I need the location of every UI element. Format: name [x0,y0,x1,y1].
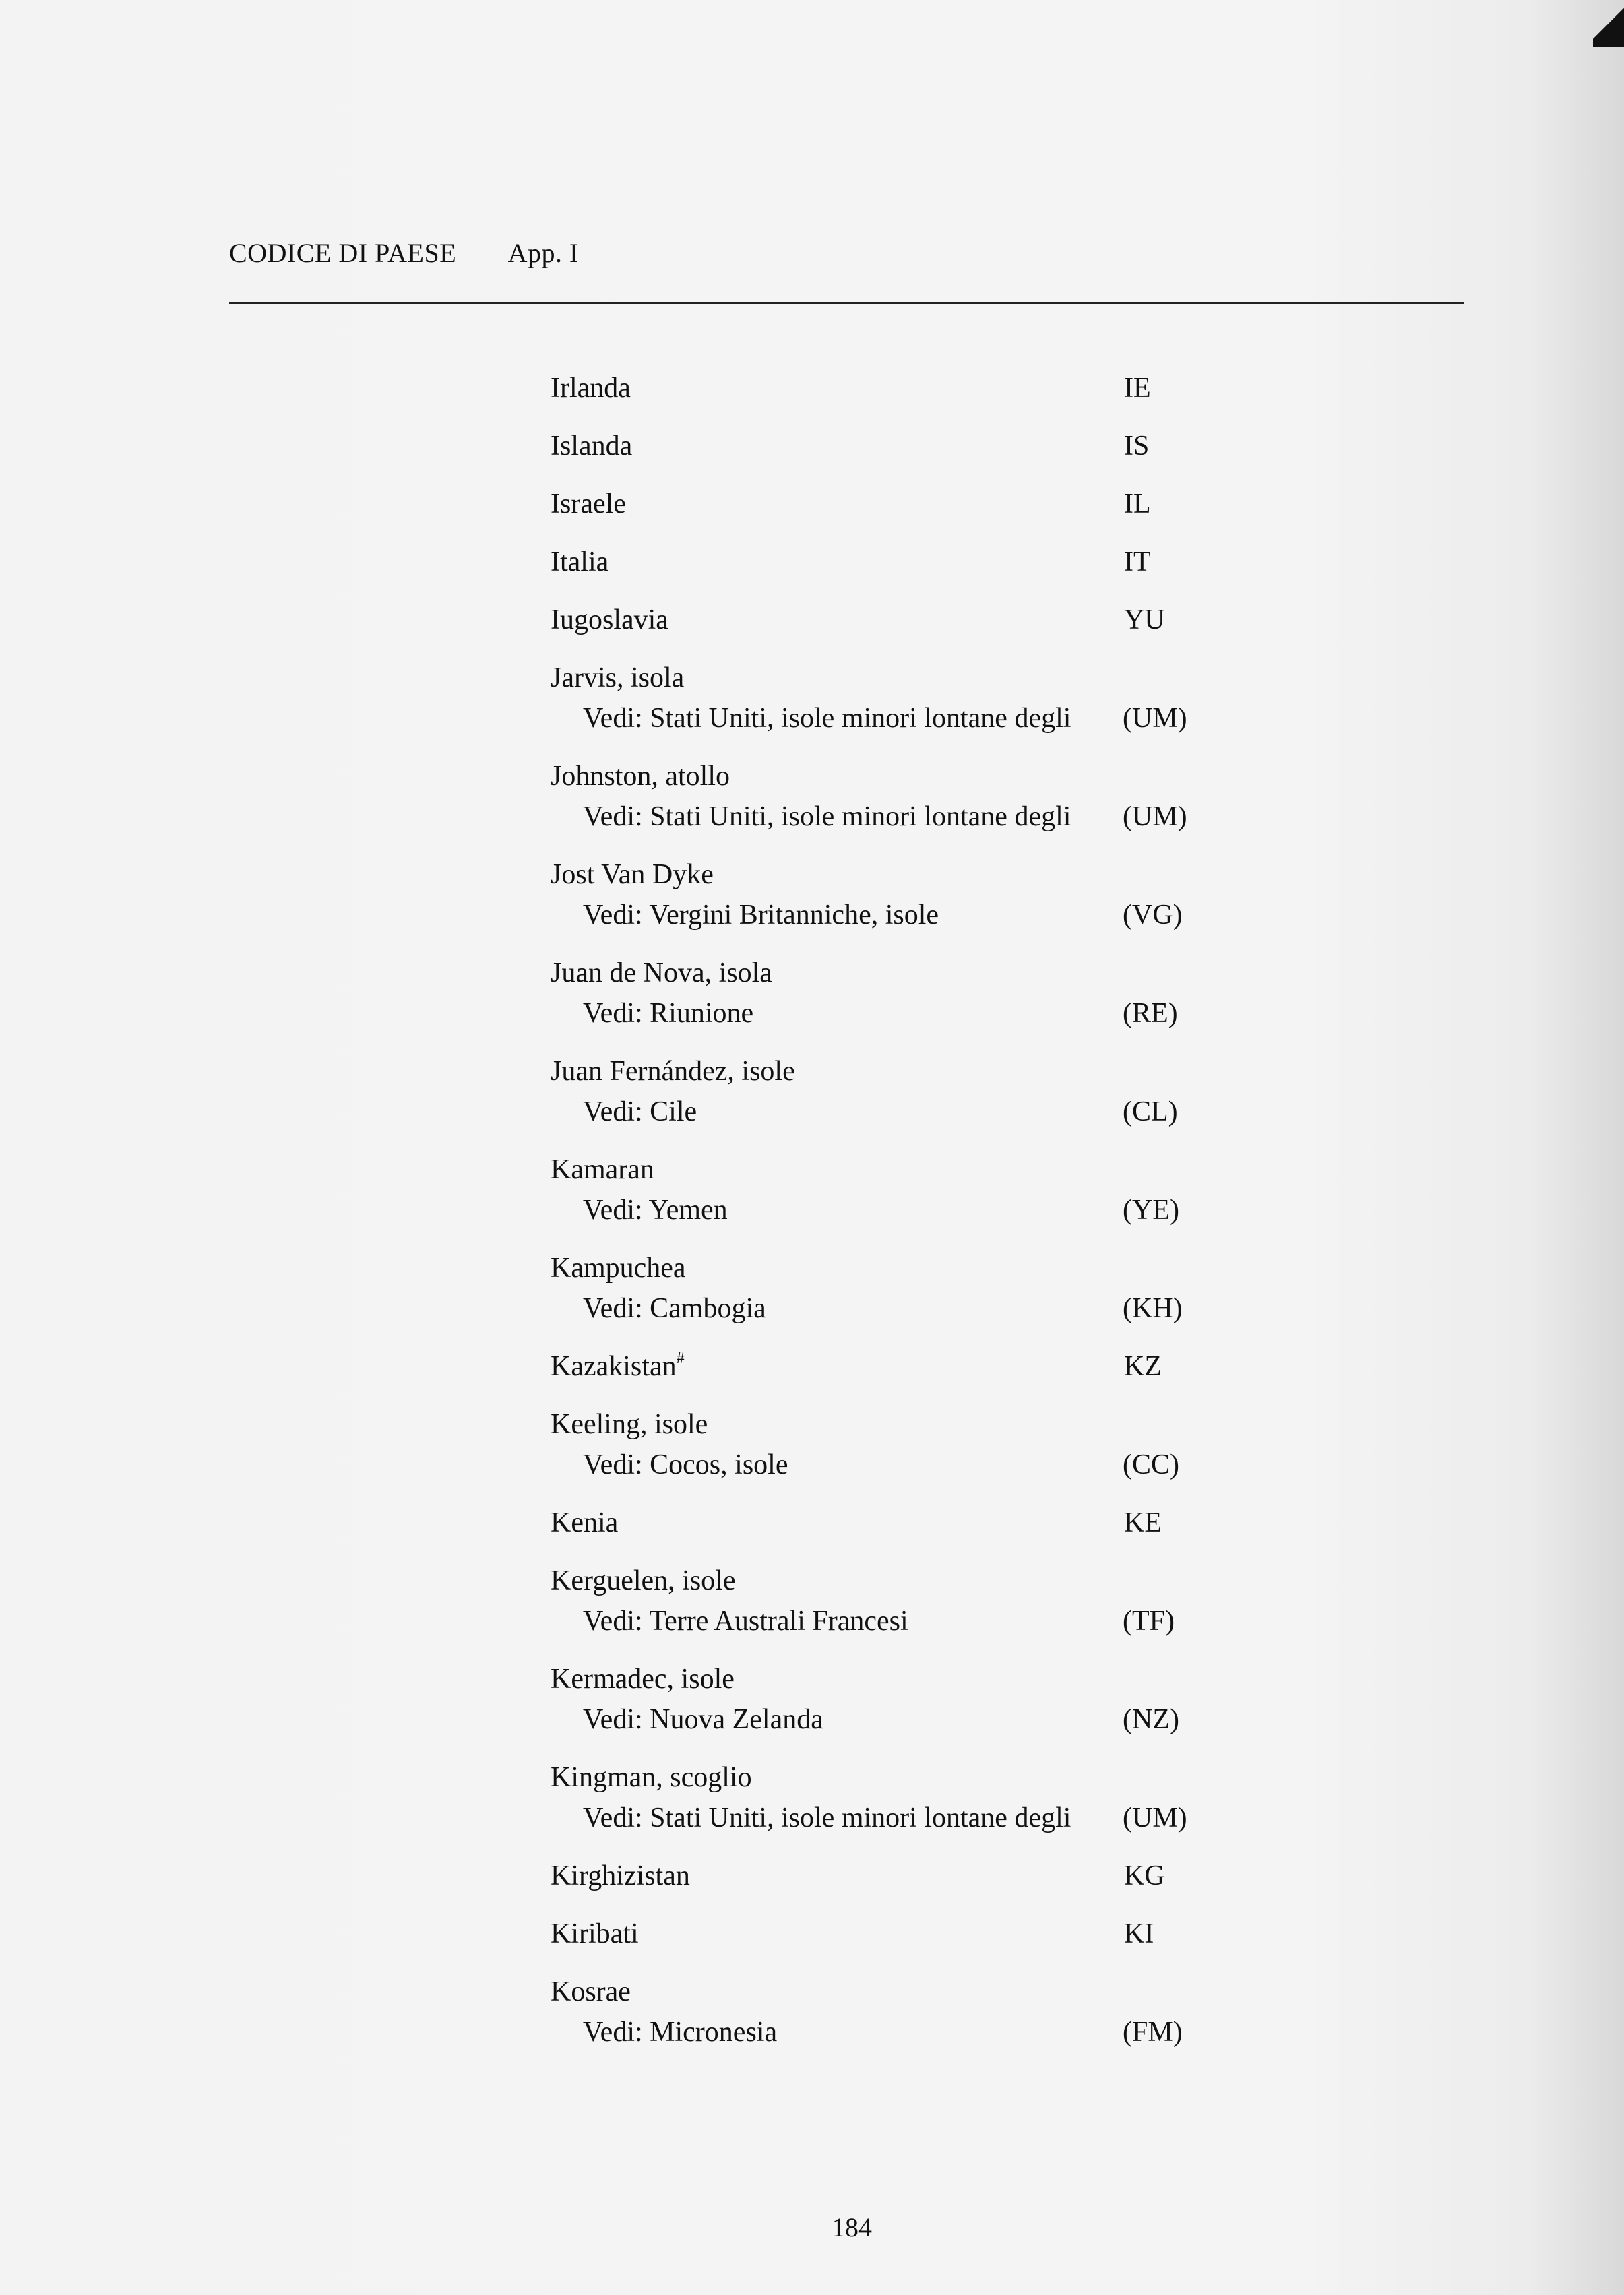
entry-name-wrapper [551,1346,685,1387]
entry-iugoslavia [0,600,1624,640]
entry-code: KI [1124,1918,1154,1949]
entry-code: KE [1124,1507,1162,1538]
entry-see-reference: Vedi: Vergini Britanniche, isole [583,900,939,931]
entry-see-reference: Vedi: Stati Uniti, isole minori lontane degli [583,801,1071,832]
entry-see-reference: Vedi: Stati Uniti, isole minori lontane degli [583,703,1071,734]
entry-see-reference: Vedi: Riunione [583,998,754,1029]
entry-name: Juan Fernández, isole [551,1056,795,1087]
entry-code: IT [1124,546,1151,577]
entry-johnston [0,756,1624,837]
entry-name: Kermadec, isole [551,1664,735,1695]
entry-kenia [0,1503,1624,1543]
footnote-marker: # [676,1350,685,1367]
page-corner-shadow [1593,0,1624,47]
entry-code: (UM) [1123,703,1187,734]
entry-irlanda [0,368,1624,408]
entry-see-reference: Vedi: Yemen [583,1195,728,1226]
entry-juan-fernandez [0,1051,1624,1132]
entry-kiribati [0,1914,1624,1954]
entry-juan-de-nova [0,953,1624,1034]
entry-code: (KH) [1123,1293,1183,1324]
entry-code: IS [1124,431,1150,462]
entry-jost-van-dyke [0,854,1624,935]
entry-name: Kerguelen, isole [551,1565,736,1596]
entry-kermadec [0,1659,1624,1740]
entry-kerguelen [0,1561,1624,1641]
entry-see-reference: Vedi: Cile [583,1096,697,1127]
entry-italia [0,542,1624,582]
entry-name: Italia [551,546,609,577]
entry-code: YU [1124,604,1165,635]
entry-name: Kampuchea [551,1253,686,1284]
entry-see-reference: Vedi: Cocos, isole [583,1449,788,1480]
entry-code: (YE) [1123,1195,1179,1226]
entry-kosrae [0,1972,1624,2052]
entry-code: (UM) [1123,801,1187,832]
entry-code: IE [1124,373,1151,404]
entry-see-reference: Vedi: Stati Uniti, isole minori lontane degli [583,1802,1071,1833]
entry-code: (CL) [1123,1096,1178,1127]
entry-kamaran [0,1150,1624,1230]
entry-kingman [0,1757,1624,1838]
entry-name: Jost Van Dyke [551,859,714,890]
entry-code: (VG) [1123,900,1183,931]
entry-name: Iugoslavia [551,604,668,635]
entry-code: KZ [1124,1351,1162,1382]
entry-jarvis [0,658,1624,738]
entry-see-reference: Vedi: Cambogia [583,1293,766,1324]
entry-see-reference: Vedi: Nuova Zelanda [583,1704,823,1735]
entry-code: (UM) [1123,1802,1187,1833]
entry-kampuchea [0,1248,1624,1329]
entry-keeling [0,1404,1624,1485]
entry-code: (RE) [1123,998,1178,1029]
entry-israele [0,484,1624,524]
entry-name: Keeling, isole [551,1409,708,1440]
entry-code: (NZ) [1123,1704,1179,1735]
entry-see-reference: Vedi: Terre Australi Francesi [583,1606,908,1637]
entry-see-reference: Vedi: Micronesia [583,2017,778,2048]
entry-code: (CC) [1123,1449,1179,1480]
appendix-label: App. I [507,238,579,268]
entry-name: Irlanda [551,373,631,404]
entry-name: Kirghizistan [551,1860,690,1891]
entry-code: (FM) [1123,2017,1183,2048]
entry-code: IL [1124,489,1151,520]
entry-code: KG [1124,1860,1165,1891]
entry-name: Kazakistan [551,1351,677,1382]
entry-code: (TF) [1123,1606,1175,1637]
entry-name: Israele [551,489,626,520]
entry-name: Kenia [551,1507,619,1538]
entry-name: Kiribati [551,1918,639,1949]
entry-name: Kamaran [551,1154,654,1185]
entry-kirghizistan [0,1856,1624,1896]
entry-name: Juan de Nova, isola [551,957,772,988]
entry-name: Islanda [551,431,633,462]
entry-name: Jarvis, isola [551,662,685,693]
entry-kazakistan [0,1346,1624,1387]
entry-name: Kosrae [551,1976,631,2007]
entry-name: Kingman, scoglio [551,1762,752,1793]
entry-name: Johnston, atollo [551,761,730,792]
entry-islanda [0,426,1624,466]
page-number: 184 [832,2212,872,2242]
section-title: CODICE DI PAESE [229,238,457,268]
